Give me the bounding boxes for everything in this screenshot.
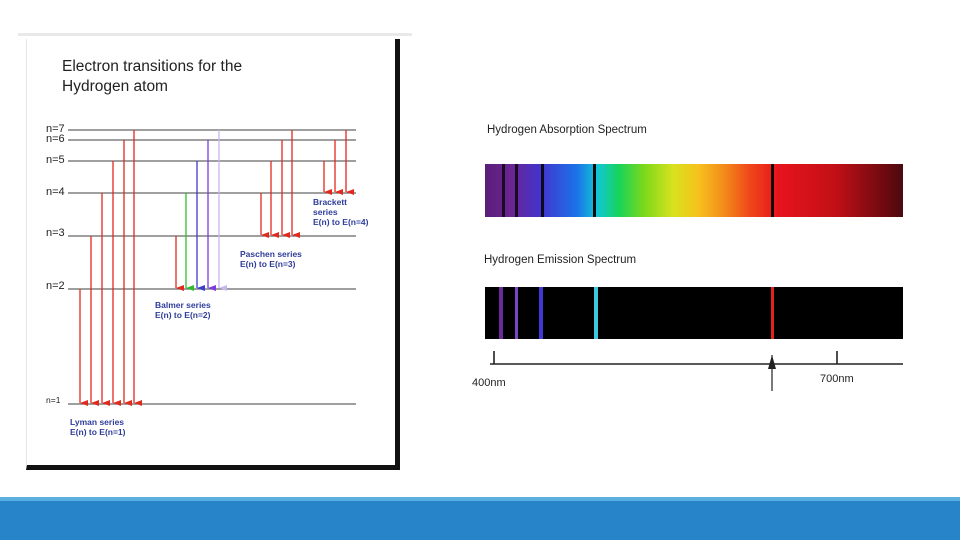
balmer-arrows (176, 130, 219, 288)
diagram-title-line2: Hydrogen atom (62, 77, 168, 95)
lyman-series-name: Lyman series (70, 417, 125, 427)
emission-line-410 (499, 287, 503, 339)
absorption-line-656 (771, 164, 774, 217)
absorption-line-486 (593, 164, 596, 217)
balmer-series-name: Balmer series (155, 300, 211, 310)
brackett-series-word: series (313, 207, 338, 217)
absorption-line-410 (502, 164, 505, 217)
level-label-n3: n=3 (46, 227, 65, 239)
level-label-n2: n=2 (46, 280, 65, 292)
paschen-series-label (240, 249, 302, 269)
paschen-arrows (261, 130, 292, 235)
paschen-series-name: Paschen series (240, 249, 302, 259)
absorption-line-434 (515, 164, 518, 217)
scale-pointer-arrow (768, 355, 776, 369)
brackett-series-name: Brackett (313, 197, 348, 207)
absorption-line-486a (541, 164, 544, 217)
emission-line-656 (771, 287, 774, 339)
level-label-n7: n=7 (46, 123, 65, 135)
diagram-title-line1: Electron transitions for the (62, 58, 243, 75)
emission-line-486 (594, 287, 598, 339)
balmer-series-formula: E(n) to E(n=2) (155, 310, 211, 320)
footer-accent-line (0, 497, 960, 501)
emission-spectrum (485, 287, 903, 339)
brackett-series-formula: E(n) to E(n=4) (313, 217, 369, 227)
emission-line-486a (539, 287, 543, 339)
paschen-series-formula: E(n) to E(n=3) (240, 259, 296, 269)
level-label-n1: n=1 (46, 395, 61, 405)
absorption-spectrum-title: Hydrogen Absorption Spectrum (487, 124, 647, 136)
scale-label-700nm: 700nm (820, 373, 854, 385)
absorption-spectrum (485, 164, 903, 217)
balmer-series-label (155, 300, 211, 320)
scale-label-400nm: 400nm (472, 377, 506, 389)
brackett-series-label (313, 197, 368, 227)
footer-bar (0, 497, 960, 540)
lyman-series-formula: E(n) to E(n=1) (70, 427, 126, 437)
level-label-n6: n=6 (46, 133, 65, 145)
lyman-series-label (70, 417, 125, 437)
wavelength-scale (470, 345, 910, 395)
lyman-arrows (80, 130, 134, 403)
emission-spectrum-title: Hydrogen Emission Spectrum (484, 254, 637, 266)
level-label-n4: n=4 (46, 186, 65, 198)
energy-levels (68, 130, 356, 404)
emission-line-434 (515, 287, 518, 339)
level-label-n5: n=5 (46, 154, 65, 166)
